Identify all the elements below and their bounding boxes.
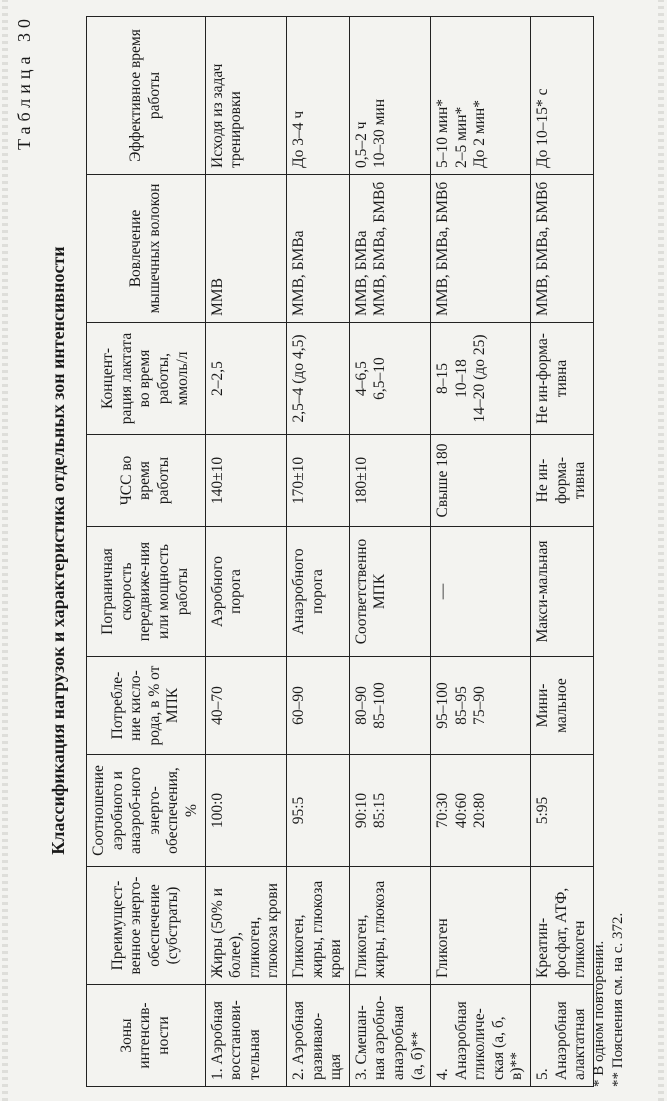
cell-text: Не ин-форма-тивна (534, 456, 589, 505)
column-header: Пограничная скорость передвиже-ния или мощность работы (87, 527, 206, 657)
table-cell (431, 17, 531, 175)
cell-text: 8–15 10–18 14–20 (до 25) (434, 334, 489, 423)
table-caption: Таблица 30 (14, 14, 34, 150)
table-cell (531, 435, 594, 527)
table-cell (431, 527, 531, 657)
cell-text: ММВ, БМВа, БМВб (534, 181, 552, 316)
header-row (87, 17, 206, 1087)
table-cell (531, 323, 594, 435)
table-cell (531, 985, 594, 1087)
table-cell (286, 323, 349, 435)
table-cell (286, 435, 349, 527)
table-cell (286, 527, 349, 657)
column-header: Концент-рация лактата во время работы, ммоль/л (87, 323, 206, 435)
cell-text: ММВ (208, 278, 226, 316)
cell-text: 140±10 (208, 456, 226, 505)
table-cell (205, 755, 286, 867)
cell-text: 95:5 (289, 796, 307, 825)
cell-text: 1. Аэробная восстанови-тельная (208, 1000, 263, 1080)
table-cell (431, 867, 531, 985)
cell-text: 180±10 (352, 456, 370, 505)
cell-text: До 3–4 ч (289, 110, 307, 168)
table-cell (286, 867, 349, 985)
cell-text: 0,5–2 ч 10–30 мин (352, 98, 389, 168)
column-header: Зоны интенсив-ности (87, 985, 206, 1087)
column-header: Преимущест-венное энерго-обеспечение (субстраты) (87, 867, 206, 985)
footnote-1: * В одном повторении. (591, 940, 607, 1087)
table-cell (531, 867, 594, 985)
table-cell (286, 657, 349, 755)
table-cell (531, 175, 594, 323)
cell-text: ММВ, БМВа ММВ, БМВа, БМВб (352, 181, 389, 316)
cell-text: Мини-мальное (534, 678, 570, 733)
column-header: Потребле-ние кисло-рода, в % от МПК (87, 657, 206, 755)
table-cell (205, 985, 286, 1087)
table-cell (349, 527, 430, 657)
table-cell (286, 17, 349, 175)
cell-text: Гликоген, жиры, глюкоза крови (289, 880, 345, 978)
table-row (286, 17, 349, 1087)
column-header: Соотношение аэробного и анаэроб-ного энерго-обеспечения, % (87, 755, 206, 867)
table-cell (205, 17, 286, 175)
table-cell (431, 323, 531, 435)
table-cell (431, 175, 531, 323)
table-cell (205, 867, 286, 985)
table-row (205, 17, 286, 1087)
cell-text: Соответственно МПК (352, 538, 389, 645)
table-cell (431, 985, 531, 1087)
cell-text: 60–90 (289, 686, 307, 725)
column-header: ЧСС во время работы (87, 435, 206, 527)
cell-text: 170±10 (289, 456, 307, 505)
cell-text: 2,5–4 (до 4,5) (289, 334, 307, 423)
table-cell (349, 867, 430, 985)
cell-text: 95–100 85–95 75–90 (434, 682, 489, 729)
cell-text: Макси-мальная (534, 540, 552, 643)
cell-text: Гликоген (434, 918, 452, 978)
column-header: Вовлечение мышечных волокон (87, 175, 206, 323)
cell-text: Гликоген, жиры, глюкоза (352, 880, 389, 978)
table-cell (531, 527, 594, 657)
table-cell (531, 755, 594, 867)
cell-text: Не ин-форма-тивна (534, 333, 570, 424)
cell-text: 90:10 85:15 (352, 792, 389, 829)
table-cell (205, 175, 286, 323)
cell-text: 4–6,5 6,5–10 (352, 357, 389, 400)
cell-text: 5. Анаэробная алактатная (534, 1001, 589, 1080)
table-cell (205, 435, 286, 527)
table-cell (349, 17, 430, 175)
cell-text: 2. Аэробная развиваю-щая (289, 1000, 345, 1080)
cell-text: 100:0 (208, 792, 226, 829)
footnotes (590, 913, 628, 1087)
table-cell (286, 985, 349, 1087)
table-row (349, 17, 430, 1087)
cell-text: 4. Анаэробная гликоличе-ская (а, б, в)** (434, 1001, 526, 1080)
cell-text: ММВ, БМВа, БМВб (434, 181, 452, 316)
table-cell (349, 175, 430, 323)
cell-text: До 10–15* с (534, 88, 552, 168)
cell-text: 5–10 мин* 2–5 мин* До 2 мин* (434, 98, 489, 168)
cell-text: 5:95 (534, 796, 552, 825)
table-cell (431, 657, 531, 755)
table-body (205, 17, 593, 1087)
bleed-through-bottom (658, 0, 664, 1101)
table-cell (431, 435, 531, 527)
cell-text: Жиры (50% и более), гликоген, глюкоза крови (208, 883, 282, 978)
table-cell (531, 17, 594, 175)
table-cell (205, 527, 286, 657)
table-cell (349, 323, 430, 435)
table-cell (531, 657, 594, 755)
cell-text: 2–2,5 (208, 361, 226, 396)
table-cell (349, 985, 430, 1087)
cell-text: — (434, 583, 452, 600)
table-cell (286, 175, 349, 323)
cell-text: Аэробного порога (208, 556, 245, 627)
cell-text: Анаэробного порога (289, 548, 326, 635)
cell-text: Свыше 180 (434, 443, 452, 518)
table-row (431, 17, 531, 1087)
cell-text: 70:30 40:60 20:80 (434, 792, 489, 829)
table-row (531, 17, 594, 1087)
cell-text: 80–90 85–100 (352, 682, 389, 729)
cell-text: ММВ, БМВа (289, 230, 307, 316)
table-cell (349, 755, 430, 867)
table-cell (205, 323, 286, 435)
cell-text: 40–70 (208, 686, 226, 725)
table-cell (349, 435, 430, 527)
cell-text: Креатин-фосфат, АТФ, гликоген (534, 887, 589, 978)
table-cell (431, 755, 531, 867)
table-cell (205, 657, 286, 755)
table-cell (286, 755, 349, 867)
footnote-2: ** Пояснения см. на с. 372. (609, 912, 626, 1087)
table-title: Классификация нагрузок и характеристика отдельных зон интенсивности (48, 246, 68, 855)
bleed-through-top (2, 0, 8, 1101)
table-cell (349, 657, 430, 755)
intensity-zones-table (86, 16, 594, 1087)
cell-text: 3. Смешан-ная аэробно-анаэробная (а, б)** (352, 995, 426, 1080)
column-header: Эффективное время работы (87, 17, 206, 175)
cell-text: Исходя из задач тренировки (208, 63, 245, 168)
